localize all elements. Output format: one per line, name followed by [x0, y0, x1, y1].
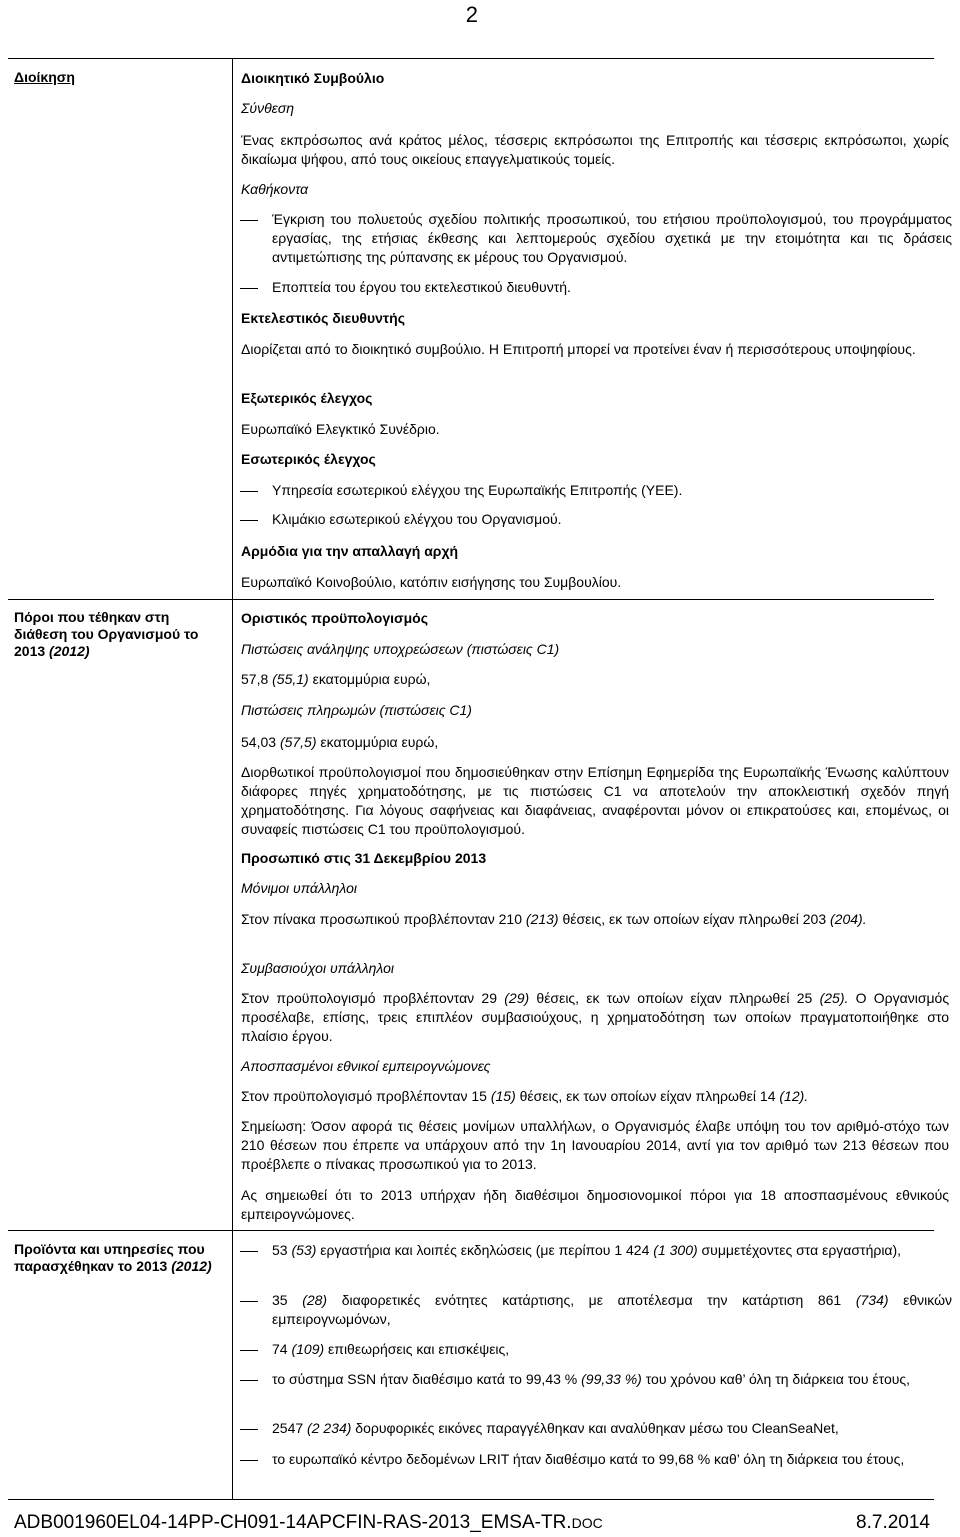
- external-audit-heading: Εξωτερικός έλεγχος: [241, 390, 373, 406]
- products-label: Προϊόντα και υπηρεσίες που παρασχέθηκαν το 2013 (2012): [14, 1241, 212, 1274]
- bullet-dash: [240, 491, 258, 492]
- composition-heading: Σύνθεση: [241, 100, 295, 116]
- table-row-divider: [8, 1230, 934, 1231]
- table-top-border: [8, 58, 934, 59]
- director-text: Διορίζεται από το διοικητικό συμβούλιο. Η Επιτροπή μπορεί να προτείνει έναν ή περισσότερους υποψηφίους.: [241, 341, 916, 357]
- document-date: 8.7.2014: [856, 1512, 930, 1533]
- seconded-experts-heading: Αποσπασμένοι εθνικοί εμπειρογνώμονες: [241, 1058, 491, 1074]
- duty-item: Έγκριση του πολυετούς σχεδίου πολιτικής προσωπικού, του ετήσιου προϋπολογισμού, του προγράμματος εργασίας, της ετήσιας έκθεσης και λεπτομερούς σχεδίου σχετικά με την ετοιμότητα και τις δράσεις αντιμετώπισης της ρύπανσης εκ μέρους του Οργανισμού.: [272, 211, 952, 265]
- payment-heading: Πιστώσεις πληρωμών (πιστώσεις C1): [241, 702, 472, 718]
- product-item: 2547 (2 234) δορυφορικές εικόνες παραγγέλθηκαν και αναλύθηκαν μέσω του CleanSeaNet,: [272, 1420, 839, 1436]
- contract-staff-text: Στον προϋπολογισμό προβλέπονταν 29 (29) θέσεις, εκ των οποίων είχαν πληρωθεί 25 (25). Ο Οργανισμός προσέλαβε, επίσης, τρεις επιπλέον συμβασιούχους, η χρηματοδότηση των οποίων πραγματοποιήθηκε στο πλαίσιο έργου.: [241, 990, 950, 1044]
- bullet-dash: [240, 1301, 258, 1302]
- table-column-divider: [232, 58, 233, 1500]
- product-item: 74 (109) επιθεωρήσεις και επισκέψεις,: [272, 1341, 510, 1357]
- bullet-dash: [240, 288, 258, 289]
- resources-label: Πόροι που τέθηκαν στη διάθεση του Οργανισμού το 2013 (2012): [14, 609, 199, 659]
- commitment-value: 57,8 (55,1) εκατομμύρια ευρώ,: [241, 671, 431, 687]
- table-bottom-border: [8, 1499, 934, 1500]
- product-item: 35 (28) διαφορετικές ενότητες κατάρτισης, με αποτέλεσμα την κατάρτιση 861 (734) εθνικών εμπειρογνωμόνων,: [272, 1292, 953, 1327]
- document-id: ADB001960EL04-14PP-CH091-14APCFIN-RAS-2013_EMSA-TR.DOC: [14, 1512, 603, 1533]
- bullet-dash: [240, 1380, 258, 1381]
- bullet-dash: [240, 1460, 258, 1461]
- staff-note-2: Ας σημειωθεί ότι το 2013 υπήρχαν ήδη διαθέσιμοι δημοσιονομικοί πόροι για 18 αποσπασμένους εθνικούς εμπειρογνώμονες.: [241, 1187, 949, 1222]
- internal-audit-heading: Εσωτερικός έλεγχος: [241, 451, 376, 467]
- staff-note: Σημείωση: Όσον αφορά τις θέσεις μονίμων υπαλλήλων, ο Οργανισμός έλαβε υπόψη του τον αριθμό-στόχο των 210 θέσεων που έπρεπε να υπάρχουν από την 1η Ιανουαρίου 2014, αντί για τον αριθμό των 213 θέσεων που προέβλεπε ο πίνακας προσωπικού για το 2013.: [241, 1118, 949, 1172]
- commitment-heading: Πιστώσεις ανάληψης υποχρεώσεων (πιστώσεις C1): [241, 641, 560, 657]
- external-audit-text: Ευρωπαϊκό Ελεγκτικό Συνέδριο.: [241, 421, 440, 437]
- staff-heading: Προσωπικό στις 31 Δεκεμβρίου 2013: [241, 850, 487, 866]
- product-item: το ευρωπαϊκό κέντρο δεδομένων LRIT ήταν διαθέσιμο κατά το 99,68 % καθ’ όλη τη διάρκεια του έτους,: [272, 1451, 905, 1467]
- permanent-staff-heading: Μόνιμοι υπάλληλοι: [241, 880, 358, 896]
- product-item: 53 (53) εργαστήρια και λοιπές εκδηλώσεις (με περίπου 1 424 (1 300) συμμετέχοντες στα εργαστήρια),: [272, 1242, 902, 1258]
- governance-label: Διοίκηση: [14, 69, 75, 85]
- table-row-divider: [8, 599, 934, 600]
- bullet-dash: [240, 1429, 258, 1430]
- permanent-staff-text: Στον πίνακα προσωπικού προβλέπονταν 210 (213) θέσεις, εκ των οποίων είχαν πληρωθεί 203 (204).: [241, 911, 867, 927]
- discharge-text: Ευρωπαϊκό Κοινοβούλιο, κατόπιν εισήγησης του Συμβουλίου.: [241, 574, 622, 590]
- discharge-heading: Αρμόδια για την απαλλαγή αρχή: [241, 543, 459, 559]
- seconded-experts-text: Στον προϋπολογισμό προβλέπονταν 15 (15) θέσεις, εκ των οποίων είχαν πληρωθεί 14 (12).: [241, 1088, 809, 1104]
- bullet-dash: [240, 1251, 258, 1252]
- duties-heading: Καθήκοντα: [241, 181, 309, 197]
- composition-text: Ένας εκπρόσωπος ανά κράτος μέλος, τέσσερις εκπρόσωποι της Επιτροπής και τέσσερις εκπρόσωποι, χωρίς δικαίωμα ψήφου, από τους οικείους επαγγελματικούς τομείς.: [241, 132, 949, 167]
- page-number: 2: [465, 2, 478, 27]
- budget-heading: Οριστικός προϋπολογισμός: [241, 610, 428, 626]
- contract-staff-heading: Συμβασιούχοι υπάλληλοι: [241, 960, 394, 976]
- bullet-dash: [240, 220, 258, 221]
- product-item: το σύστημα SSN ήταν διαθέσιμο κατά το 99,43 % (99,33 %) του χρόνου καθ’ όλη τη διάρκεια του έτους,: [272, 1371, 911, 1387]
- payment-value: 54,03 (57,5) εκατομμύρια ευρώ,: [241, 734, 439, 750]
- board-heading: Διοικητικό Συμβούλιο: [241, 70, 385, 86]
- director-heading: Εκτελεστικός διευθυντής: [241, 310, 406, 326]
- bullet-dash: [240, 520, 258, 521]
- bullet-dash: [240, 1350, 258, 1351]
- page-footer: [14, 1511, 930, 1535]
- duty-item: Εποπτεία του έργου του εκτελεστικού διευθυντή.: [272, 279, 571, 295]
- internal-audit-item: Κλιμάκιο εσωτερικού ελέγχου του Οργανισμού.: [272, 511, 562, 527]
- internal-audit-item: Υπηρεσία εσωτερικού ελέγχου της Ευρωπαϊκής Επιτροπής (ΥΕΕ).: [272, 482, 683, 498]
- budget-note: Διορθωτικοί προϋπολογισμοί που δημοσιεύθηκαν στην Επίσημη Εφημερίδα της Ευρωπαϊκής Ένωσης καλύπτουν διάφορες πηγές χρηματοδότησης, με τις πιστώσεις C1 να αποτελούν την αποκλειστική σχεδόν πηγή χρηματοδότησης. Για λόγους σαφήνειας και διαφάνειας, αναφέρονται μόνον οι επικρατούσες και, επομένως, οι συναφείς πιστώσεις C1 του προϋπολογισμού.: [241, 764, 949, 837]
